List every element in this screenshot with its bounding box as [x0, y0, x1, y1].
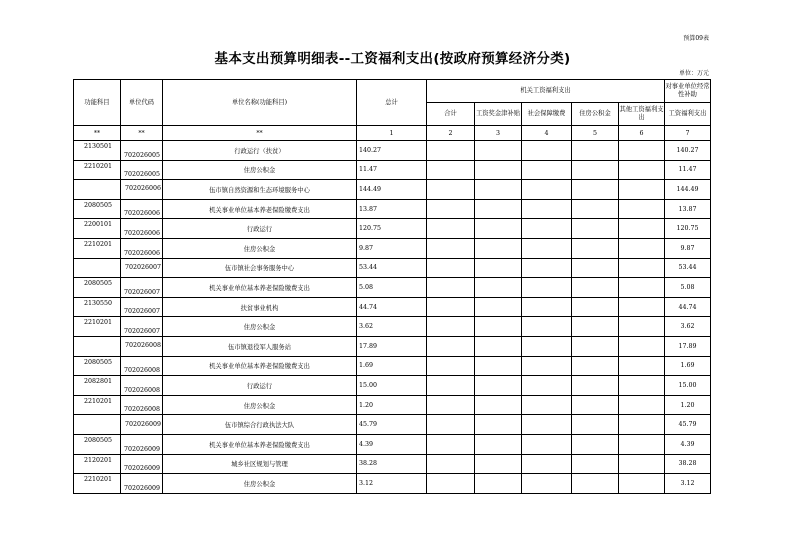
- unit-name-cell: 伍市镇自然资源和生态环境服务中心: [163, 180, 357, 200]
- salary-welfare-cell: 5.08: [665, 278, 711, 298]
- housing-fund-cell: [572, 141, 619, 161]
- total-cell: 3.62: [357, 317, 427, 337]
- salary-bonus-cell: [475, 336, 522, 356]
- other-welfare-cell: [619, 474, 665, 494]
- subtotal-cell: [427, 434, 475, 454]
- subtotal-cell: [427, 336, 475, 356]
- unit-code-cell: 702026005: [121, 141, 163, 161]
- housing-fund-cell: [572, 454, 619, 474]
- header-row: [74, 80, 711, 103]
- salary-welfare-cell: 1.69: [665, 356, 711, 376]
- salary-bonus-cell: [475, 454, 522, 474]
- salary-welfare-cell: 9.87: [665, 238, 711, 258]
- housing-fund-cell: [572, 297, 619, 317]
- subtotal-cell: [427, 238, 475, 258]
- table-row: [74, 454, 711, 474]
- func-code-cell: 2210201: [74, 395, 121, 415]
- header-group-salary-welfare: 机关工资福利支出: [427, 80, 665, 103]
- unit-name-cell: 住房公积金: [163, 395, 357, 415]
- other-welfare-cell: [619, 356, 665, 376]
- other-welfare-cell: [619, 336, 665, 356]
- unit-code-cell: 702026007: [121, 317, 163, 337]
- salary-bonus-cell: [475, 297, 522, 317]
- housing-fund-cell: [572, 376, 619, 396]
- total-cell: 1.20: [357, 395, 427, 415]
- table-row: [74, 415, 711, 435]
- social-security-cell: [522, 317, 572, 337]
- func-code-cell: 2080505: [74, 434, 121, 454]
- total-cell: 11.47: [357, 160, 427, 180]
- func-code-cell: 2080505: [74, 278, 121, 298]
- unit-code-cell: 702026006: [121, 199, 163, 219]
- table-body: [74, 141, 711, 494]
- unit-name-cell: 住房公积金: [163, 238, 357, 258]
- social-security-cell: [522, 336, 572, 356]
- table-row: [74, 141, 711, 161]
- other-welfare-cell: [619, 219, 665, 239]
- social-security-cell: [522, 454, 572, 474]
- social-security-cell: [522, 141, 572, 161]
- func-code-cell: 2082801: [74, 376, 121, 396]
- social-security-cell: [522, 474, 572, 494]
- table-row: [74, 297, 711, 317]
- func-code-cell: 2200101: [74, 219, 121, 239]
- housing-fund-cell: [572, 278, 619, 298]
- salary-welfare-cell: 15.00: [665, 376, 711, 396]
- total-cell: 38.28: [357, 454, 427, 474]
- budget-table: [73, 79, 711, 494]
- total-cell: 45.79: [357, 415, 427, 435]
- index-cell: 2: [427, 126, 475, 141]
- header-subsidy-group: 对事业单位经常性补助: [665, 80, 711, 103]
- social-security-cell: [522, 160, 572, 180]
- unit-code-cell: 702026008: [121, 356, 163, 376]
- salary-bonus-cell: [475, 160, 522, 180]
- unit-name-cell: 城乡社区规划与管理: [163, 454, 357, 474]
- func-code-cell: 2080505: [74, 356, 121, 376]
- salary-welfare-cell: 4.39: [665, 434, 711, 454]
- unit-code-cell: 702026009: [121, 415, 163, 435]
- unit-code-cell: 702026006: [121, 180, 163, 200]
- unit-code-cell: 702026008: [121, 336, 163, 356]
- page-title: 基本支出预算明细表--工资福利支出(按政府预算经济分类): [214, 51, 571, 67]
- index-cell: 3: [475, 126, 522, 141]
- housing-fund-cell: [572, 238, 619, 258]
- housing-fund-cell: [572, 356, 619, 376]
- unit-code-cell: 702026009: [121, 474, 163, 494]
- unit-code-cell: 702026009: [121, 434, 163, 454]
- salary-welfare-cell: 140.27: [665, 141, 711, 161]
- subtotal-cell: [427, 141, 475, 161]
- unit-name-cell: 伍市镇综合行政执法大队: [163, 415, 357, 435]
- unit-name-cell: 机关事业单位基本养老保险缴费支出: [163, 278, 357, 298]
- subtotal-cell: [427, 199, 475, 219]
- salary-welfare-cell: 38.28: [665, 454, 711, 474]
- header-salary-bonus: 工资奖金津补贴: [475, 103, 522, 126]
- unit-name-cell: 机关事业单位基本养老保险缴费支出: [163, 434, 357, 454]
- index-cell: **: [163, 126, 357, 141]
- header-other-welfare: 其他工资福利支出: [619, 103, 665, 126]
- salary-welfare-cell: 17.89: [665, 336, 711, 356]
- subtotal-cell: [427, 356, 475, 376]
- table-row: [74, 258, 711, 278]
- salary-welfare-cell: 45.79: [665, 415, 711, 435]
- salary-bonus-cell: [475, 199, 522, 219]
- table-row: [74, 376, 711, 396]
- unit-name-cell: 伍市镇社会事务服务中心: [163, 258, 357, 278]
- func-code-cell: 2210201: [74, 317, 121, 337]
- salary-welfare-cell: 120.75: [665, 219, 711, 239]
- total-cell: 44.74: [357, 297, 427, 317]
- housing-fund-cell: [572, 219, 619, 239]
- unit-code-cell: 702026006: [121, 238, 163, 258]
- func-code-cell: 2210201: [74, 238, 121, 258]
- social-security-cell: [522, 434, 572, 454]
- social-security-cell: [522, 238, 572, 258]
- unit-name-cell: 行政运行（扶贫）: [163, 141, 357, 161]
- unit-code-cell: 702026007: [121, 278, 163, 298]
- salary-bonus-cell: [475, 376, 522, 396]
- index-cell: 6: [619, 126, 665, 141]
- unit-code-cell: 702026009: [121, 454, 163, 474]
- other-welfare-cell: [619, 160, 665, 180]
- total-cell: 15.00: [357, 376, 427, 396]
- other-welfare-cell: [619, 297, 665, 317]
- unit-code-cell: 702026006: [121, 219, 163, 239]
- other-welfare-cell: [619, 454, 665, 474]
- unit-code-cell: 702026005: [121, 160, 163, 180]
- unit-label: 单位：万元: [678, 70, 709, 77]
- table-row: [74, 356, 711, 376]
- unit-name-cell: 伍市镇退役军人服务站: [163, 336, 357, 356]
- other-welfare-cell: [619, 317, 665, 337]
- salary-bonus-cell: [475, 238, 522, 258]
- total-cell: 1.69: [357, 356, 427, 376]
- subtotal-cell: [427, 317, 475, 337]
- unit-code-cell: 702026008: [121, 376, 163, 396]
- total-cell: 17.89: [357, 336, 427, 356]
- unit-name-cell: 住房公积金: [163, 317, 357, 337]
- func-code-cell: 2210201: [74, 474, 121, 494]
- social-security-cell: [522, 376, 572, 396]
- social-security-cell: [522, 356, 572, 376]
- salary-bonus-cell: [475, 434, 522, 454]
- housing-fund-cell: [572, 317, 619, 337]
- unit-name-cell: 机关事业单位基本养老保险缴费支出: [163, 199, 357, 219]
- total-cell: 3.12: [357, 474, 427, 494]
- table-row: [74, 199, 711, 219]
- header-housing-fund: 住房公积金: [572, 103, 619, 126]
- table-row: [74, 238, 711, 258]
- housing-fund-cell: [572, 395, 619, 415]
- header-total: 总计: [357, 80, 427, 126]
- other-welfare-cell: [619, 415, 665, 435]
- salary-welfare-cell: 144.49: [665, 180, 711, 200]
- table-row: [74, 180, 711, 200]
- subtotal-cell: [427, 474, 475, 494]
- salary-welfare-cell: 11.47: [665, 160, 711, 180]
- table-row: [74, 434, 711, 454]
- unit-name-cell: 行政运行: [163, 376, 357, 396]
- salary-bonus-cell: [475, 180, 522, 200]
- subtotal-cell: [427, 415, 475, 435]
- housing-fund-cell: [572, 434, 619, 454]
- index-cell: **: [121, 126, 163, 141]
- table-row: [74, 160, 711, 180]
- header-subtotal: 合计: [427, 103, 475, 126]
- other-welfare-cell: [619, 199, 665, 219]
- table-row: [74, 278, 711, 298]
- subtotal-cell: [427, 160, 475, 180]
- header-social-security: 社会保障缴费: [522, 103, 572, 126]
- unit-name-cell: 扶贫事业机构: [163, 297, 357, 317]
- subtotal-cell: [427, 376, 475, 396]
- header-unit-name: 单位名称(功能科目): [163, 80, 357, 126]
- total-cell: 5.08: [357, 278, 427, 298]
- func-code-cell: 2080505: [74, 199, 121, 219]
- social-security-cell: [522, 219, 572, 239]
- other-welfare-cell: [619, 238, 665, 258]
- func-code-cell: 2210201: [74, 160, 121, 180]
- salary-bonus-cell: [475, 474, 522, 494]
- func-code-cell: 2130501: [74, 141, 121, 161]
- unit-name-cell: 住房公积金: [163, 160, 357, 180]
- index-cell: 4: [522, 126, 572, 141]
- salary-welfare-cell: 3.12: [665, 474, 711, 494]
- table-row: [74, 336, 711, 356]
- salary-welfare-cell: 13.87: [665, 199, 711, 219]
- other-welfare-cell: [619, 180, 665, 200]
- header-unit-code: 单位代码: [121, 80, 163, 126]
- unit-code-cell: 702026008: [121, 395, 163, 415]
- index-row: [74, 126, 711, 141]
- salary-bonus-cell: [475, 278, 522, 298]
- subtotal-cell: [427, 278, 475, 298]
- unit-code-cell: 702026007: [121, 258, 163, 278]
- total-cell: 120.75: [357, 219, 427, 239]
- salary-bonus-cell: [475, 219, 522, 239]
- housing-fund-cell: [572, 336, 619, 356]
- form-number: 预算09表: [683, 35, 709, 42]
- other-welfare-cell: [619, 395, 665, 415]
- salary-bonus-cell: [475, 258, 522, 278]
- social-security-cell: [522, 199, 572, 219]
- salary-bonus-cell: [475, 395, 522, 415]
- subtotal-cell: [427, 180, 475, 200]
- other-welfare-cell: [619, 376, 665, 396]
- unit-code-cell: 702026007: [121, 297, 163, 317]
- social-security-cell: [522, 297, 572, 317]
- housing-fund-cell: [572, 199, 619, 219]
- header-salary-welfare: 工资福利支出: [665, 103, 711, 126]
- other-welfare-cell: [619, 278, 665, 298]
- index-cell: **: [74, 126, 121, 141]
- housing-fund-cell: [572, 180, 619, 200]
- social-security-cell: [522, 258, 572, 278]
- other-welfare-cell: [619, 434, 665, 454]
- salary-welfare-cell: 53.44: [665, 258, 711, 278]
- table-row: [74, 395, 711, 415]
- social-security-cell: [522, 415, 572, 435]
- subtotal-cell: [427, 258, 475, 278]
- table-row: [74, 317, 711, 337]
- func-code-cell: [74, 336, 121, 356]
- header-func-code: 功能科目: [74, 80, 121, 126]
- table-row: [74, 219, 711, 239]
- total-cell: 9.87: [357, 238, 427, 258]
- other-welfare-cell: [619, 258, 665, 278]
- subtotal-cell: [427, 219, 475, 239]
- salary-bonus-cell: [475, 415, 522, 435]
- func-code-cell: 2130550: [74, 297, 121, 317]
- salary-bonus-cell: [475, 141, 522, 161]
- other-welfare-cell: [619, 141, 665, 161]
- housing-fund-cell: [572, 474, 619, 494]
- func-code-cell: [74, 180, 121, 200]
- index-cell: 5: [572, 126, 619, 141]
- func-code-cell: 2120201: [74, 454, 121, 474]
- unit-name-cell: 行政运行: [163, 219, 357, 239]
- table-row: [74, 474, 711, 494]
- func-code-cell: [74, 258, 121, 278]
- salary-bonus-cell: [475, 356, 522, 376]
- index-cell: 1: [357, 126, 427, 141]
- salary-welfare-cell: 1.20: [665, 395, 711, 415]
- subtotal-cell: [427, 395, 475, 415]
- social-security-cell: [522, 180, 572, 200]
- social-security-cell: [522, 278, 572, 298]
- total-cell: 4.39: [357, 434, 427, 454]
- salary-welfare-cell: 44.74: [665, 297, 711, 317]
- subtotal-cell: [427, 297, 475, 317]
- salary-welfare-cell: 3.62: [665, 317, 711, 337]
- total-cell: 140.27: [357, 141, 427, 161]
- salary-bonus-cell: [475, 317, 522, 337]
- total-cell: 144.49: [357, 180, 427, 200]
- unit-name-cell: 机关事业单位基本养老保险缴费支出: [163, 356, 357, 376]
- unit-name-cell: 住房公积金: [163, 474, 357, 494]
- index-cell: 7: [665, 126, 711, 141]
- social-security-cell: [522, 395, 572, 415]
- total-cell: 53.44: [357, 258, 427, 278]
- housing-fund-cell: [572, 415, 619, 435]
- housing-fund-cell: [572, 258, 619, 278]
- housing-fund-cell: [572, 160, 619, 180]
- func-code-cell: [74, 415, 121, 435]
- subtotal-cell: [427, 454, 475, 474]
- total-cell: 13.87: [357, 199, 427, 219]
